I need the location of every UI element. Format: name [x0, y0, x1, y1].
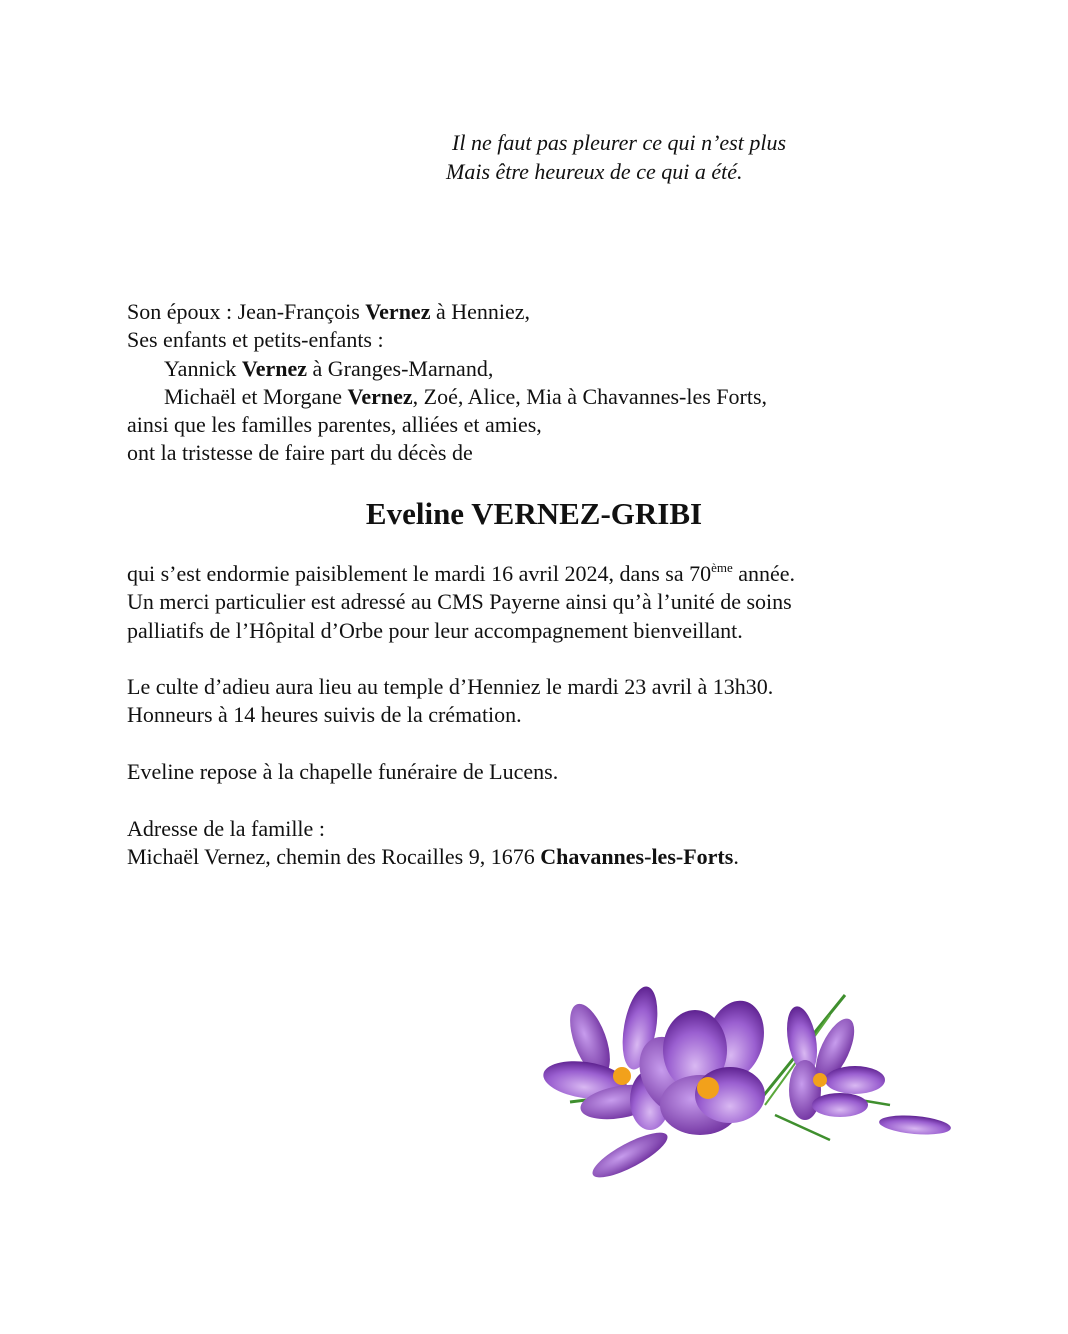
child-line-2: [127, 383, 947, 411]
child2-suffix: , Zoé, Alice, Mia à Chavannes-les Forts,: [412, 383, 768, 409]
death-line-a: qui s’est endormie paisiblement le mardi 16 avril 2024, dans sa 70: [127, 561, 712, 586]
details-block: [127, 560, 947, 871]
death-line: [127, 560, 947, 588]
address-label: Adresse de la famille :: [127, 815, 325, 841]
children-intro: Ses enfants et petits-enfants :: [127, 327, 384, 353]
child-line-1: [127, 355, 947, 383]
poem-line-2: Mais être heureux de ce qui a été.: [446, 159, 743, 184]
service-line-1: Le culte d’adieu aura lieu au temple d’Henniez le mardi 23 avril à 13h30.: [127, 674, 774, 700]
relatives-line: ainsi que les familles parentes, alliées et amies,: [127, 412, 542, 438]
death-line-b: année.: [732, 561, 796, 586]
service-line-2: Honneurs à 14 heures suivis de la crémation.: [127, 702, 522, 728]
child1-suffix: à Granges-Marnand,: [307, 355, 494, 381]
deceased-name: Eveline VERNEZ-GRIBI: [365, 496, 703, 531]
address-city: Chavannes-les-Forts: [540, 843, 734, 869]
child1-surname: Vernez: [241, 355, 307, 381]
epigraph-poem: [446, 128, 786, 186]
fallen-petal-left: [587, 1125, 672, 1186]
rest-line: Eveline repose à la chapelle funéraire de Lucens.: [127, 759, 559, 785]
address-suffix: .: [733, 843, 739, 869]
child2-first: Michaël et Morgane: [164, 383, 348, 409]
family-list: [127, 298, 947, 468]
announcement-line: ont la tristesse de faire part du décès de: [127, 440, 473, 466]
spouse-suffix: à Henniez,: [430, 299, 531, 324]
fallen-petal-right: [878, 1113, 951, 1137]
spouse-prefix: Son époux : Jean-François: [127, 299, 366, 324]
child2-surname: Vernez: [347, 383, 413, 409]
address-line: [127, 843, 947, 871]
spouse-line: [127, 298, 947, 326]
ordinal-sup: ème: [711, 560, 733, 575]
child1-first: Yannick: [164, 355, 242, 381]
poem-line-1: Il ne faut pas pleurer ce qui n’est plus: [452, 130, 787, 155]
address-prefix: Michaël Vernez, chemin des Rocailles 9, 1676: [127, 843, 541, 869]
thanks-line-1: Un merci particulier est adressé au CMS Payerne ainsi qu’à l’unité de soins: [127, 589, 792, 615]
spouse-surname: Vernez: [365, 299, 431, 324]
thanks-line-2: palliatifs de l’Hôpital d’Orbe pour leur accompagnement bienveillant.: [127, 617, 743, 643]
crocus-flowers-illustration: [530, 980, 960, 1190]
